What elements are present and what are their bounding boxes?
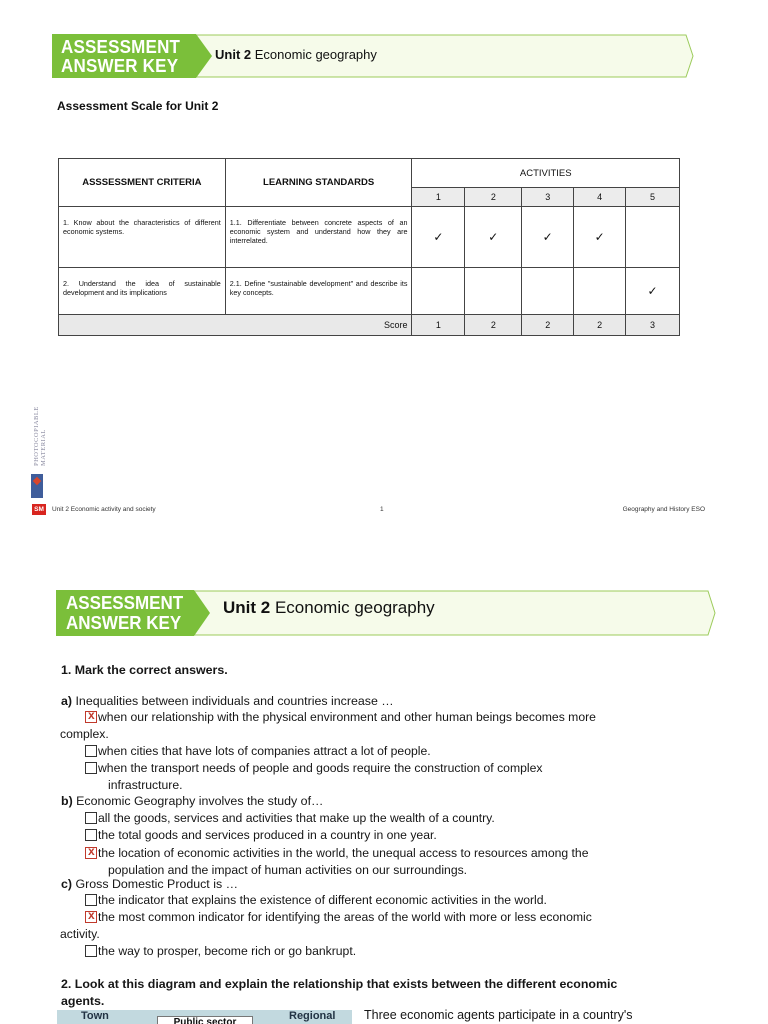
question-1: 1. Mark the correct answers. (61, 663, 228, 677)
col-standards: LEARNING STANDARDS (225, 159, 412, 207)
checkbox[interactable] (85, 762, 97, 774)
option-text-cont: infrastructure. (108, 777, 183, 792)
unit-name: Economic geography (254, 47, 377, 62)
diagram-town: Town (81, 1010, 109, 1022)
question-a (61, 693, 394, 710)
answer-option (85, 845, 705, 879)
page1-footer (32, 504, 708, 518)
activity-number: 1 (412, 188, 465, 207)
badge-line-2: ANSWER KEY (66, 613, 182, 634)
question-2 (61, 976, 617, 1010)
question-stem: Inequalities between individuals and countries increase … (75, 694, 394, 708)
option-text: the total goods and services produced in a country in one year. (98, 828, 437, 842)
check-cell (412, 268, 465, 315)
option-text: the most common indicator for identifying the areas of the world with more or less economic (98, 910, 592, 924)
activity-number: 4 (574, 188, 626, 207)
score-cell: 2 (465, 315, 522, 336)
photocopiable-label: PHOTOCOPIABLE MATERIAL (33, 406, 47, 466)
score-cell: 2 (522, 315, 574, 336)
criteria-cell: 1. Know about the characteristics of different economic systems. (59, 207, 226, 268)
part-label: c) (61, 877, 73, 891)
col-activities: ACTIVITIES (412, 159, 680, 188)
answer-key-badge (56, 590, 194, 636)
activity-number: 2 (465, 188, 522, 207)
check-cell: ✓ (574, 207, 626, 268)
check-cell: ✓ (465, 207, 522, 268)
activity-number: 3 (522, 188, 574, 207)
option-text-cont: activity. (60, 926, 100, 941)
footer-left: Unit 2 Economic activity and society (52, 506, 156, 513)
unit-label: Unit 2 (223, 598, 271, 617)
answer-option (85, 743, 705, 760)
activity-number: 5 (626, 188, 680, 207)
diagram-public-sector: Public sector (157, 1016, 253, 1024)
answer-option (85, 760, 705, 794)
question-stem: Gross Domestic Product is … (75, 877, 238, 891)
economic-agents-diagram (57, 1010, 352, 1024)
standard-cell: 2.1. Define "sustainable development" and describe its key concepts. (225, 268, 412, 315)
unit-name: Economic geography (274, 598, 435, 617)
part-label: a) (61, 694, 73, 708)
checkbox[interactable] (85, 812, 97, 824)
answer-key-badge (52, 34, 196, 78)
option-text: when cities that have lots of companies attract a lot of people. (98, 744, 431, 758)
publisher-logo-icon (31, 474, 43, 498)
footer-right: Geography and History ESO (622, 506, 705, 513)
question-stem: Economic Geography involves the study of… (76, 794, 324, 808)
answer-option (85, 943, 705, 960)
option-text: when our relationship with the physical environment and other human beings becomes more (98, 710, 596, 724)
check-cell (626, 207, 680, 268)
option-text: the way to prosper, become rich or go bankrupt. (98, 944, 357, 958)
table-row (59, 207, 680, 268)
answer-option (85, 827, 705, 844)
table-row (59, 268, 680, 315)
option-text: the location of economic activities in the world, the unequal access to resources among the (98, 846, 589, 860)
page-number: 1 (380, 506, 384, 513)
checkbox-checked[interactable] (85, 711, 97, 723)
answer-option (60, 909, 705, 943)
option-text: when the transport needs of people and goods require the construction of complex (98, 761, 543, 775)
criteria-cell: 2. Understand the idea of sustainable development and its implications (59, 268, 226, 315)
option-text-cont: population and the impact of human activities on our surroundings. (108, 862, 468, 877)
score-cell: 3 (626, 315, 680, 336)
page1-header (52, 34, 694, 78)
check-cell: ✓ (412, 207, 465, 268)
check-cell: ✓ (522, 207, 574, 268)
option-text: all the goods, services and activities that make up the wealth of a country. (98, 811, 495, 825)
check-cell (465, 268, 522, 315)
question-2-line-2: agents. (61, 994, 105, 1008)
badge-line-1: ASSESSMENT (66, 593, 184, 614)
answer-option (60, 709, 705, 743)
question-b (61, 793, 323, 810)
checkbox-checked[interactable] (85, 847, 97, 859)
option-text-cont: complex. (60, 726, 109, 741)
unit-title (215, 47, 377, 62)
scale-title: Assessment Scale for Unit 2 (57, 99, 219, 113)
option-text: the indicator that explains the existence of different economic activities in the world. (98, 893, 547, 907)
unit-label: Unit 2 (215, 47, 252, 62)
check-cell: ✓ (626, 268, 680, 315)
part-label: b) (61, 794, 73, 808)
question-c (61, 876, 238, 893)
unit-title (223, 598, 435, 618)
score-label: Score (59, 315, 412, 336)
question-2-line-1: 2. Look at this diagram and explain the relationship that exists between the different economic (61, 977, 618, 991)
score-row (59, 315, 680, 336)
checkbox[interactable] (85, 829, 97, 841)
side-strip (30, 370, 47, 510)
score-cell: 2 (574, 315, 626, 336)
badge-line-1: ASSESSMENT (61, 37, 181, 58)
assessment-table (58, 158, 680, 336)
checkbox-checked[interactable] (85, 911, 97, 923)
check-cell (574, 268, 626, 315)
standard-cell: 1.1. Differentiate between concrete aspects of an economic system and understand how they are interrelated. (225, 207, 412, 268)
badge-line-2: ANSWER KEY (61, 56, 179, 77)
sm-logo: SM (32, 504, 46, 515)
explanation-text: Three economic agents participate in a country's (364, 1008, 633, 1022)
answer-option (85, 810, 705, 827)
checkbox[interactable] (85, 945, 97, 957)
score-cell: 1 (412, 315, 465, 336)
checkbox[interactable] (85, 745, 97, 757)
col-criteria: ASSSESSMENT CRITERIA (59, 159, 226, 207)
diagram-regional: Regional (289, 1010, 336, 1022)
page2-header (56, 590, 716, 636)
checkbox[interactable] (85, 894, 97, 906)
answer-option (85, 892, 705, 909)
check-cell (522, 268, 574, 315)
